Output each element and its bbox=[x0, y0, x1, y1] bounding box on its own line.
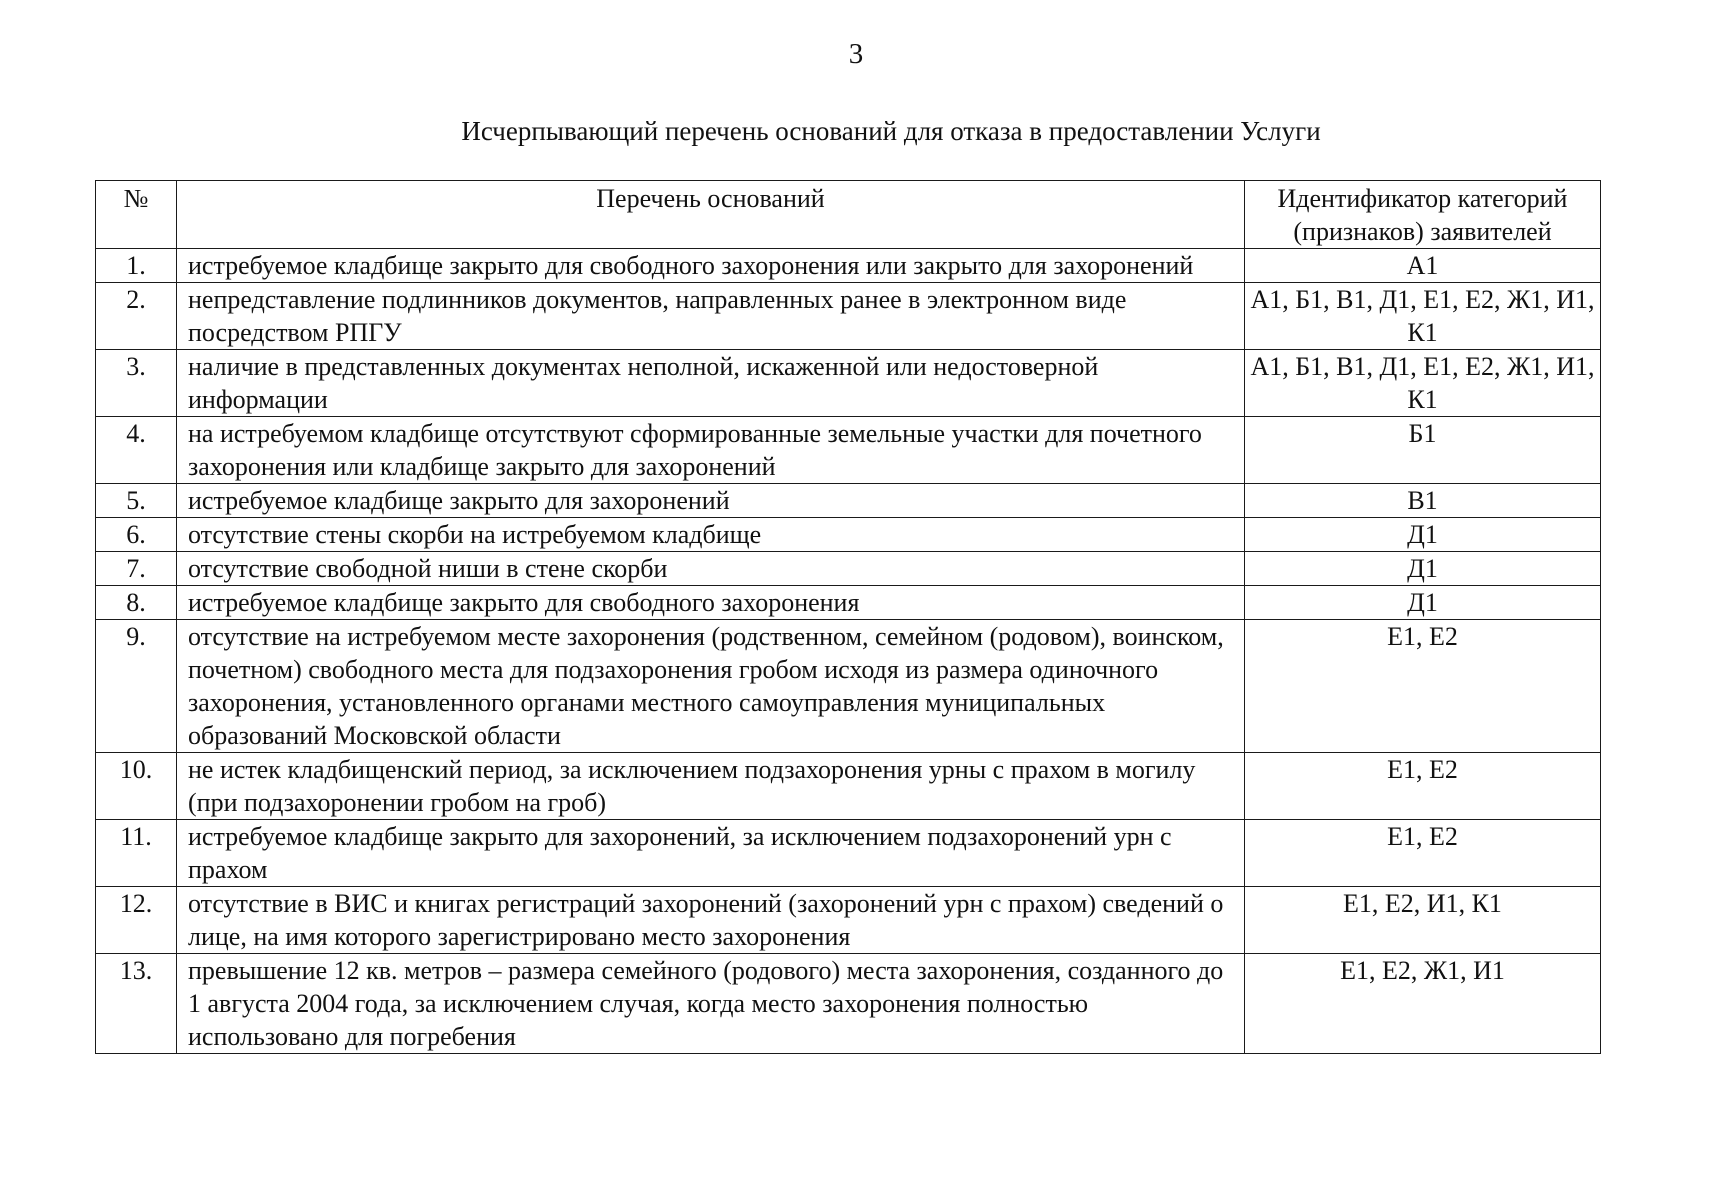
row-category-identifiers: А1, Б1, В1, Д1, Е1, Е2, Ж1, И1, К1 bbox=[1245, 350, 1601, 417]
row-ground-text: наличие в представленных документах неполной, искаженной или недостоверной информации bbox=[177, 350, 1245, 417]
row-ground-text: отсутствие на истребуемом месте захоронения (родственном, семейном (родовом), воинском, почетном) свободного места для подзахоронения гробом исходя из размера одиночного захоронения, установленного органами местного самоуправления муниципальных образований Московской области bbox=[177, 620, 1245, 753]
row-ground-text: на истребуемом кладбище отсутствуют сформированные земельные участки для почетного захоронения или кладбище закрыто для захоронений bbox=[177, 417, 1245, 484]
table-row bbox=[96, 620, 1601, 753]
table-row bbox=[96, 249, 1601, 283]
row-number: 7. bbox=[96, 552, 177, 586]
row-number: 3. bbox=[96, 350, 177, 417]
table-row bbox=[96, 753, 1601, 820]
row-category-identifiers: Д1 bbox=[1245, 552, 1601, 586]
header-grounds: Перечень оснований bbox=[177, 181, 1245, 249]
row-category-identifiers: Е1, Е2 bbox=[1245, 753, 1601, 820]
table-row bbox=[96, 552, 1601, 586]
row-ground-text: не истек кладбищенский период, за исключением подзахоронения урны с прахом в могилу (при подзахоронении гробом на гроб) bbox=[177, 753, 1245, 820]
row-ground-text: отсутствие стены скорби на истребуемом кладбище bbox=[177, 518, 1245, 552]
row-ground-text: непредставление подлинников документов, направленных ранее в электронном виде посредством РПГУ bbox=[177, 283, 1245, 350]
table-header-row bbox=[96, 181, 1601, 249]
table-row bbox=[96, 887, 1601, 954]
row-ground-text: отсутствие свободной ниши в стене скорби bbox=[177, 552, 1245, 586]
table-row bbox=[96, 586, 1601, 620]
row-number: 2. bbox=[96, 283, 177, 350]
row-ground-text: истребуемое кладбище закрыто для захоронений, за исключением подзахоронений урн с прахом bbox=[177, 820, 1245, 887]
row-number: 8. bbox=[96, 586, 177, 620]
table-row bbox=[96, 417, 1601, 484]
header-identifier: Идентификатор категорий (признаков) заявителей bbox=[1245, 181, 1601, 249]
row-ground-text: отсутствие в ВИС и книгах регистраций захоронений (захоронений урн с прахом) сведений о лице, на имя которого зарегистрировано место захоронения bbox=[177, 887, 1245, 954]
table-row bbox=[96, 350, 1601, 417]
page-number: 3 bbox=[848, 38, 864, 70]
row-category-identifiers: Е1, Е2 bbox=[1245, 820, 1601, 887]
row-category-identifiers: В1 bbox=[1245, 484, 1601, 518]
row-category-identifiers: Б1 bbox=[1245, 417, 1601, 484]
row-category-identifiers: А1, Б1, В1, Д1, Е1, Е2, Ж1, И1, К1 bbox=[1245, 283, 1601, 350]
table-row bbox=[96, 954, 1601, 1054]
row-category-identifiers: А1 bbox=[1245, 249, 1601, 283]
row-number: 13. bbox=[96, 954, 177, 1054]
row-ground-text: истребуемое кладбище закрыто для захоронений bbox=[177, 484, 1245, 518]
row-category-identifiers: Е1, Е2 bbox=[1245, 620, 1601, 753]
row-number: 12. bbox=[96, 887, 177, 954]
row-category-identifiers: Е1, Е2, И1, К1 bbox=[1245, 887, 1601, 954]
row-category-identifiers: Е1, Е2, Ж1, И1 bbox=[1245, 954, 1601, 1054]
table-row bbox=[96, 283, 1601, 350]
row-ground-text: превышение 12 кв. метров – размера семейного (родового) места захоронения, созданного до 1 августа 2004 года, за исключением случая, когда место захоронения полностью использовано для погребения bbox=[177, 954, 1245, 1054]
row-number: 4. bbox=[96, 417, 177, 484]
row-number: 9. bbox=[96, 620, 177, 753]
row-number: 1. bbox=[96, 249, 177, 283]
table-row bbox=[96, 518, 1601, 552]
refusal-grounds-table bbox=[95, 180, 1601, 1054]
table-body bbox=[96, 249, 1601, 1054]
row-category-identifiers: Д1 bbox=[1245, 518, 1601, 552]
row-number: 10. bbox=[96, 753, 177, 820]
row-ground-text: истребуемое кладбище закрыто для свободного захоронения или закрыто для захоронений bbox=[177, 249, 1245, 283]
row-ground-text: истребуемое кладбище закрыто для свободного захоронения bbox=[177, 586, 1245, 620]
row-number: 5. bbox=[96, 484, 177, 518]
header-number: № bbox=[96, 181, 177, 249]
table-row bbox=[96, 820, 1601, 887]
row-category-identifiers: Д1 bbox=[1245, 586, 1601, 620]
document-title: Исчерпывающий перечень оснований для отказа в предоставлении Услуги bbox=[461, 116, 1321, 146]
row-number: 11. bbox=[96, 820, 177, 887]
table-row bbox=[96, 484, 1601, 518]
row-number: 6. bbox=[96, 518, 177, 552]
